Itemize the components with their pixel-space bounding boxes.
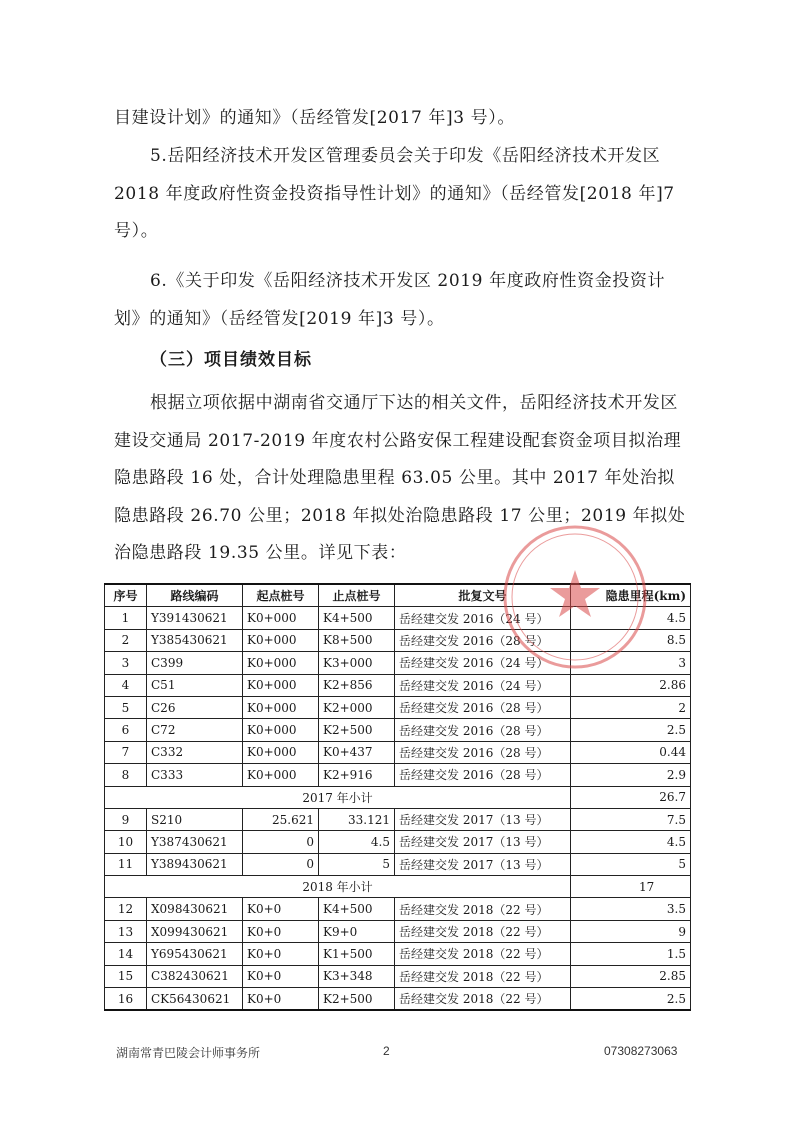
table-row bbox=[105, 808, 691, 830]
cell-route-code: Y389430621 bbox=[147, 853, 243, 875]
cell-hazard-km: 3 bbox=[571, 652, 691, 674]
cell-hazard-km: 2.9 bbox=[571, 764, 691, 786]
cell-route-code: Y391430621 bbox=[147, 607, 243, 629]
group-2018 bbox=[105, 808, 691, 875]
cell-approval-doc: 岳经建交发 2016（28 号） bbox=[395, 696, 571, 718]
cell-hazard-km: 2.5 bbox=[571, 988, 691, 1011]
cell-approval-doc: 岳经建交发 2018（22 号） bbox=[395, 988, 571, 1011]
table-row bbox=[105, 719, 691, 741]
cell-start-station: K0+000 bbox=[243, 652, 319, 674]
cell-start-station: K0+000 bbox=[243, 764, 319, 786]
cell-index: 5 bbox=[105, 696, 147, 718]
cell-approval-doc: 岳经建交发 2016（24 号） bbox=[395, 652, 571, 674]
cell-end-station: K2+856 bbox=[319, 674, 395, 696]
table-row bbox=[105, 920, 691, 942]
cell-start-station: K0+000 bbox=[243, 719, 319, 741]
cell-hazard-km: 5 bbox=[571, 853, 691, 875]
cell-approval-doc: 岳经建交发 2017（13 号） bbox=[395, 808, 571, 830]
cell-index: 12 bbox=[105, 898, 147, 920]
table-row bbox=[105, 831, 691, 853]
paragraph-item-5: 5.岳阳经济技术开发区管理委员会关于印发《岳阳经济技术开发区 2018 年度政府性资金投资指导性计划》的通知》（岳经管发[2018 年]7 号）。 bbox=[114, 146, 675, 241]
subtotal-row bbox=[105, 876, 691, 898]
cell-end-station: 33.121 bbox=[319, 808, 395, 830]
cell-index: 7 bbox=[105, 741, 147, 763]
table-row bbox=[105, 965, 691, 987]
paragraph-item-6: 6.《关于印发《岳阳经济技术开发区 2019 年度政府性资金投资计划》的通知》（岳经管发[2019 年]3 号）。 bbox=[114, 271, 666, 329]
cell-approval-doc: 岳经建交发 2016（28 号） bbox=[395, 741, 571, 763]
cell-start-station: K0+0 bbox=[243, 988, 319, 1011]
cell-hazard-km: 2.85 bbox=[571, 965, 691, 987]
cell-hazard-km: 4.5 bbox=[571, 831, 691, 853]
cell-route-code: C399 bbox=[147, 652, 243, 674]
cell-hazard-km: 9 bbox=[571, 920, 691, 942]
cell-route-code: X099430621 bbox=[147, 920, 243, 942]
cell-route-code: Y385430621 bbox=[147, 629, 243, 651]
cell-hazard-km: 0.44 bbox=[571, 741, 691, 763]
subtotal-2018 bbox=[105, 876, 691, 898]
cell-route-code: C26 bbox=[147, 696, 243, 718]
cell-route-code: CK56430621 bbox=[147, 988, 243, 1011]
cell-start-station: 0 bbox=[243, 831, 319, 853]
table-row bbox=[105, 652, 691, 674]
cell-index: 3 bbox=[105, 652, 147, 674]
cell-hazard-km: 1.5 bbox=[571, 943, 691, 965]
section-heading: （三）项目绩效目标 bbox=[150, 350, 312, 370]
table-row bbox=[105, 741, 691, 763]
cell-hazard-km: 2.5 bbox=[571, 719, 691, 741]
cell-end-station: 5 bbox=[319, 853, 395, 875]
table-row bbox=[105, 988, 691, 1011]
subtotal-2017 bbox=[105, 786, 691, 808]
cell-end-station: K4+500 bbox=[319, 607, 395, 629]
cell-start-station: K0+000 bbox=[243, 696, 319, 718]
cell-start-station: K0+000 bbox=[243, 629, 319, 651]
group-2017 bbox=[105, 607, 691, 786]
cell-end-station: K0+437 bbox=[319, 741, 395, 763]
cell-end-station: K2+500 bbox=[319, 988, 395, 1011]
cell-start-station: K0+0 bbox=[243, 898, 319, 920]
cell-approval-doc: 岳经建交发 2017（13 号） bbox=[395, 831, 571, 853]
subtotal-label: 2018 年小计 bbox=[105, 876, 571, 898]
cell-index: 13 bbox=[105, 920, 147, 942]
cell-index: 1 bbox=[105, 607, 147, 629]
subtotal-row bbox=[105, 786, 691, 808]
header-route-code: 路线编码 bbox=[147, 584, 243, 607]
cell-index: 15 bbox=[105, 965, 147, 987]
cell-end-station: K4+500 bbox=[319, 898, 395, 920]
subtotal-value: 17 bbox=[571, 876, 691, 898]
cell-hazard-km: 8.5 bbox=[571, 629, 691, 651]
cell-route-code: C332 bbox=[147, 741, 243, 763]
cell-route-code: X098430621 bbox=[147, 898, 243, 920]
table-row bbox=[105, 674, 691, 696]
cell-start-station: 0 bbox=[243, 853, 319, 875]
cell-index: 10 bbox=[105, 831, 147, 853]
cell-end-station: K8+500 bbox=[319, 629, 395, 651]
paragraph-continuation: 目建设计划》的通知》（岳经管发[2017 年]3 号）。 bbox=[114, 108, 515, 128]
cell-index: 2 bbox=[105, 629, 147, 651]
cell-approval-doc: 岳经建交发 2016（28 号） bbox=[395, 719, 571, 741]
cell-hazard-km: 3.5 bbox=[571, 898, 691, 920]
table-row bbox=[105, 853, 691, 875]
cell-end-station: K3+348 bbox=[319, 965, 395, 987]
table-row bbox=[105, 764, 691, 786]
table-row bbox=[105, 898, 691, 920]
cell-route-code: C333 bbox=[147, 764, 243, 786]
subtotal-label: 2017 年小计 bbox=[105, 786, 571, 808]
cell-index: 9 bbox=[105, 808, 147, 830]
cell-index: 4 bbox=[105, 674, 147, 696]
cell-index: 8 bbox=[105, 764, 147, 786]
paragraph-targets: 根据立项依据中湖南省交通厅下达的相关文件，岳阳经济技术开发区建设交通局 2017-2019 年度农村公路安保工程建设配套资金项目拟治理隐患路段 16 处，合计处理隐患里程 63.05 公里。其中 2017 年处治拟隐患路段 26.70 公里；2018 年拟处治隐患路段 17 公里；2019 年拟处治隐患路段 19.35 公里。详见下表： bbox=[114, 393, 686, 563]
cell-index: 14 bbox=[105, 943, 147, 965]
cell-end-station: K9+0 bbox=[319, 920, 395, 942]
cell-end-station: K2+000 bbox=[319, 696, 395, 718]
cell-approval-doc: 岳经建交发 2018（22 号） bbox=[395, 920, 571, 942]
cell-end-station: K2+500 bbox=[319, 719, 395, 741]
footer-firm-name: 湖南常青巴陵会计师事务所 bbox=[116, 1046, 261, 1060]
header-start-station: 起点桩号 bbox=[243, 584, 319, 607]
cell-approval-doc: 岳经建交发 2016（28 号） bbox=[395, 764, 571, 786]
cell-route-code: S210 bbox=[147, 808, 243, 830]
cell-route-code: C72 bbox=[147, 719, 243, 741]
cell-approval-doc: 岳经建交发 2018（22 号） bbox=[395, 898, 571, 920]
road-hazard-table bbox=[104, 583, 691, 1011]
cell-hazard-km: 2 bbox=[571, 696, 691, 718]
footer-page-number: 2 bbox=[383, 1044, 390, 1058]
cell-hazard-km: 7.5 bbox=[571, 808, 691, 830]
cell-approval-doc: 岳经建交发 2016（24 号） bbox=[395, 607, 571, 629]
cell-index: 6 bbox=[105, 719, 147, 741]
cell-start-station: K0+0 bbox=[243, 965, 319, 987]
cell-index: 16 bbox=[105, 988, 147, 1011]
cell-approval-doc: 岳经建交发 2017（13 号） bbox=[395, 853, 571, 875]
header-end-station: 止点桩号 bbox=[319, 584, 395, 607]
cell-start-station: K0+000 bbox=[243, 674, 319, 696]
cell-route-code: Y695430621 bbox=[147, 943, 243, 965]
cell-end-station: 4.5 bbox=[319, 831, 395, 853]
cell-start-station: K0+000 bbox=[243, 741, 319, 763]
cell-approval-doc: 岳经建交发 2016（24 号） bbox=[395, 674, 571, 696]
cell-end-station: K1+500 bbox=[319, 943, 395, 965]
cell-approval-doc: 岳经建交发 2016（28 号） bbox=[395, 629, 571, 651]
cell-route-code: Y387430621 bbox=[147, 831, 243, 853]
cell-end-station: K3+000 bbox=[319, 652, 395, 674]
cell-route-code: C382430621 bbox=[147, 965, 243, 987]
cell-end-station: K2+916 bbox=[319, 764, 395, 786]
header-approval-doc: 批复文号 bbox=[395, 584, 571, 607]
table-header-row bbox=[105, 584, 691, 607]
cell-hazard-km: 4.5 bbox=[571, 607, 691, 629]
cell-hazard-km: 2.86 bbox=[571, 674, 691, 696]
cell-route-code: C51 bbox=[147, 674, 243, 696]
header-hazard-km: 隐患里程(km) bbox=[571, 584, 691, 607]
subtotal-value: 26.7 bbox=[571, 786, 691, 808]
table-row bbox=[105, 943, 691, 965]
cell-index: 11 bbox=[105, 853, 147, 875]
cell-start-station: K0+0 bbox=[243, 943, 319, 965]
cell-start-station: K0+0 bbox=[243, 920, 319, 942]
header-index: 序号 bbox=[105, 584, 147, 607]
cell-start-station: K0+000 bbox=[243, 607, 319, 629]
cell-approval-doc: 岳经建交发 2018（22 号） bbox=[395, 965, 571, 987]
table-row bbox=[105, 607, 691, 629]
cell-start-station: 25.621 bbox=[243, 808, 319, 830]
table-row bbox=[105, 629, 691, 651]
cell-approval-doc: 岳经建交发 2018（22 号） bbox=[395, 943, 571, 965]
footer-phone: 07308273063 bbox=[604, 1044, 678, 1058]
group-2019 bbox=[105, 898, 691, 1010]
table-row bbox=[105, 696, 691, 718]
